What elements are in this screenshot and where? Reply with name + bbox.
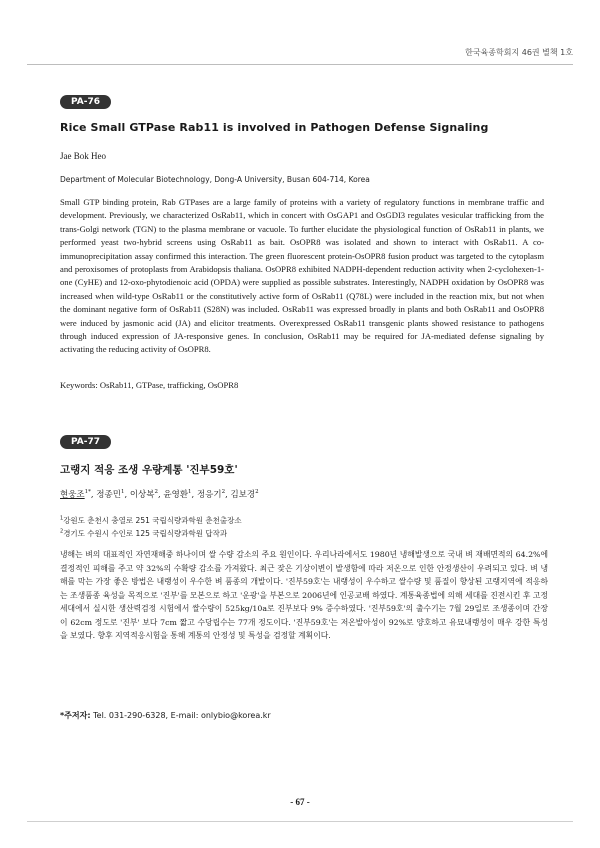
author-list-korean: 현웅조$^{1*}$, 정종민$^1$, 이상복$^2$, 윤영환$^1$, 정응기$^2$, 김보경$^2$ xyxy=(60,489,259,500)
author-sup: 2 xyxy=(221,489,226,496)
affiliation-sup: 2 xyxy=(60,528,64,535)
corresponding-label: *주저자: xyxy=(60,711,91,720)
author-name: 윤영환 xyxy=(163,490,189,500)
author-sup: 1 xyxy=(120,489,125,496)
abstract-body: Small GTP binding protein, Rab GTPases are a large family of proteins with a variety of regulatory functions in membrane traffic and development. Previously, we characterized OsRab11, which in concert with OsGAP1 and OsGDI3 regulates vesicular trafficking from the trans-Golgi network (TGN) to the plasma membrane or vacuole. To further elucidate the physiological function of OsRab11 in plants, we performed yeast two-hybrid screens using OsRab11 as bait. OsOPR8 was isolated and shown to interact with OsRab11. A co-immunoprecipitation assay confirmed this interaction. The green fluorescent protein-OsOPR8 fusion product was targeted to the cytoplasm and peroxisomes of protoplasts from Arabidopsis thaliana. OsOPR8 exhibited NADPH-dependent reduction activity when 2-cyclohexen-1-one (CyHE) and 12-oxo-phytodienoic acid (OPDA) were supplied as possible substrates. Interestingly, NADPH oxidation by OsOPR8 was increased when wild-type OsRab11 or the constitutively active form of OsRab11 (Q78L) were included in the reaction mix, but not when the dominant negative form of OsRab11 (S28N) was included. OsRab11 was expressed broadly in plants and both OsRab11 and OsOPR8 were induced by jasmonic acid (JA) and elicitor treatments. Overexpressed OsRab11 transgenic plants showed resistance to pathogens through induced expression of JA-responsive genes. In conclusion, OsRab11 may be required for JA-mediated defense signaling by activating the reducing activity of OsOPR8. xyxy=(60,197,544,355)
affiliation-line-2 xyxy=(60,528,227,539)
abstract-title-korean: 고랭지 적응 조생 우량계통 '진부59호' xyxy=(60,464,238,476)
author-name: 정응기 xyxy=(196,490,222,500)
author-sup: 2 xyxy=(154,489,158,496)
author-name: 김보경 xyxy=(230,490,256,500)
affiliation-line-1 xyxy=(60,515,242,526)
affiliation-sup: 1 xyxy=(60,515,64,522)
footer-rule xyxy=(27,821,573,822)
author-name: 현웅조 xyxy=(60,490,85,500)
journal-header: 한국육종학회지 46권 별책 1호 xyxy=(465,48,573,57)
keywords-line: Keywords: OsRab11, GTPase, trafficking, OsOPR8 xyxy=(60,380,239,390)
abstract-badge-pa77: PA-77 xyxy=(60,435,111,449)
author-line: Jae Bok Heo xyxy=(60,151,106,161)
author-sup: 1 xyxy=(188,489,192,496)
contact-info: Tel. 031-290-6328, E-mail: onlybio@korea.kr xyxy=(93,711,271,720)
affiliation-line: Department of Molecular Biotechnology, Dong-A University, Busan 604-714, Korea xyxy=(60,175,370,184)
author-name: 이상복 xyxy=(129,490,155,500)
corresponding-author xyxy=(60,710,271,721)
author-name: 정종민 xyxy=(96,490,121,500)
affiliation-text: 경기도 수원시 수인로 125 국립식량과학원 답작과 xyxy=(63,529,228,538)
abstract-body-korean: 냉해는 벼의 대표적인 자연재해중 하나이며 쌀 수량 감소의 주요 원인이다. 우리나라에서도 1980년 냉해발생으로 국내 벼 재배면적의 64.2%에 결정적인 피해를 주고 약 32%의 수확량 감소를 가져왔다. 최근 잦은 기상이변이 발생함에 따라 저온으로 인한 안정생산이 우려되고 있다. 벼 냉해를 막는 가장 좋은 방법은 내랭성이 우수한 벼 품종의 개발이다. '진부59호'는 내랭성이 우수하고 쌀수량 및 품질이 향상된 고랭지역에 적응하는 조생품종 육성을 목적으로 '진부'를 모본으로 하고 '운광'을 부본으로 2006년에 인공교배 하였다. 계통육종법에 의해 세대를 진전시킨 후 고정세대에서 실시한 생산력검정 시험에서 쌀수량이 525kg/10a로 진부보다 9% 증수하였다. '진부59호'의 출수기는 7월 29일로 조생종이며 간장이 62cm 정도로 '진부' 보다 7cm 짧고 수당립수는 77개 정도이다. '진부59호'는 저온발아성이 92%로 양호하고 유묘내랭성이 매우 강한 특성을 보였다. 향후 지역적응시험을 통해 계통의 안정성 및 특성을 검정할 계획이다. xyxy=(60,550,548,640)
header-rule xyxy=(27,64,573,65)
author-sup: 1* xyxy=(84,489,91,496)
abstract-title: Rice Small GTPase Rab11 is involved in Pathogen Defense Signaling xyxy=(60,121,489,134)
page-number: - 67 - xyxy=(290,797,310,807)
abstract-badge-pa76: PA-76 xyxy=(60,95,111,109)
affiliation-text: 강원도 춘천시 충열로 251 국립식량과학원 춘천출장소 xyxy=(63,516,242,525)
author-sup: 2 xyxy=(255,489,259,496)
